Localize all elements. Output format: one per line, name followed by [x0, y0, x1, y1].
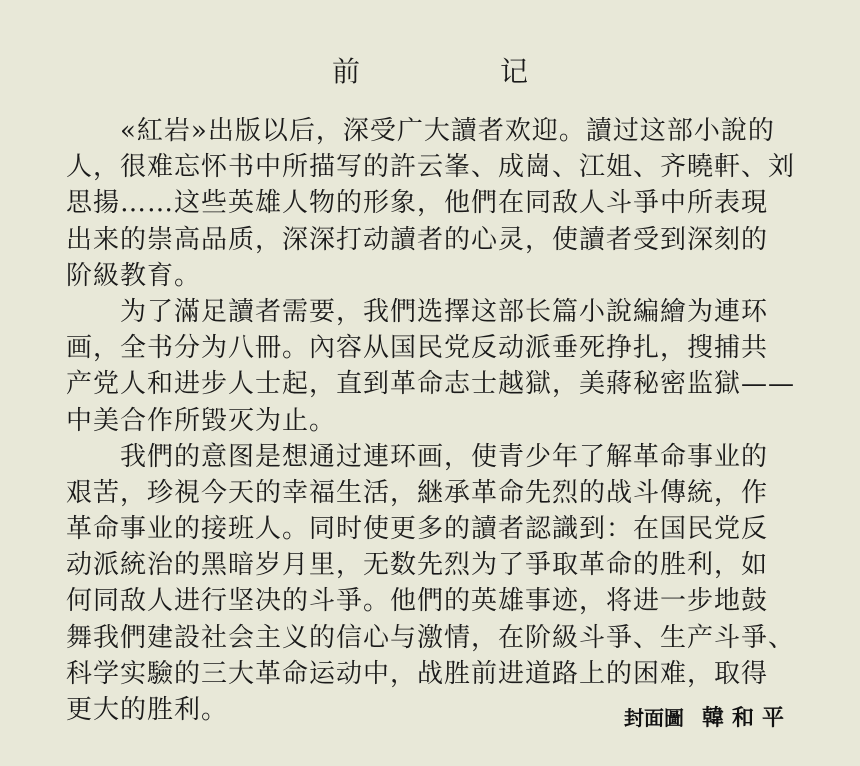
page-title: 前 记	[331, 55, 584, 88]
text-line: 动派統治的黑暗岁月里，无数先烈为了爭取革命的胜利，如	[66, 550, 769, 581]
text-line: 我們的意图是想通过連环画，使青少年了解革命事业的	[66, 441, 769, 472]
text-line: «紅岩»出版以后，深受广大讀者欢迎。讀过这部小說的	[66, 116, 775, 146]
text-line: 阶級教育。	[66, 260, 202, 291]
text-line: 画，全书分为八冊。內容从国民党反动派垂死挣扎，搜捕共	[66, 333, 769, 364]
text-line: 何同敌人进行坚决的斗爭。他們的英雄事迹，将进一步地鼓	[66, 586, 769, 617]
preface-text	[66, 113, 802, 728]
text-line: 为了滿足讀者需要，我們选擇这部长篇小說編繪为連环	[66, 296, 769, 327]
text-line: 产党人和进步人士起，直到革命志士越獄，美蔣秘密监獄——	[66, 369, 796, 400]
text-line: 思揚……这些英雄人物的形象，他們在同敌人斗爭中所表現	[66, 188, 769, 219]
text-line: 舞我們建設社会主义的信心与激情，在阶級斗爭、生产斗爭、	[66, 622, 796, 653]
credit-label: 封面圖	[623, 706, 684, 730]
text-line: 艰苦，珍視今天的幸福生活，継承革命先烈的战斗傳統，作	[66, 477, 769, 508]
credit-name: 韓和平	[701, 706, 792, 731]
text-line: 人，很难忘怀书中所描写的許云峯、成崗、江姐、齐曉軒、刘	[66, 152, 796, 183]
text-line: 中美合作所毀灭为止。	[66, 405, 337, 436]
text-line: 科学实驗的三大革命运动中，战胜前进道路上的困难，取得	[66, 658, 769, 689]
text-line: 更大的胜利。	[66, 695, 229, 725]
text-line: 革命事业的接班人。同时使更多的讀者認識到：在国民党反	[66, 514, 769, 545]
text-line: 出来的崇高品质，深深打动讀者的心灵，使讀者受到深刻的	[66, 224, 769, 255]
cover-credit	[624, 703, 792, 734]
